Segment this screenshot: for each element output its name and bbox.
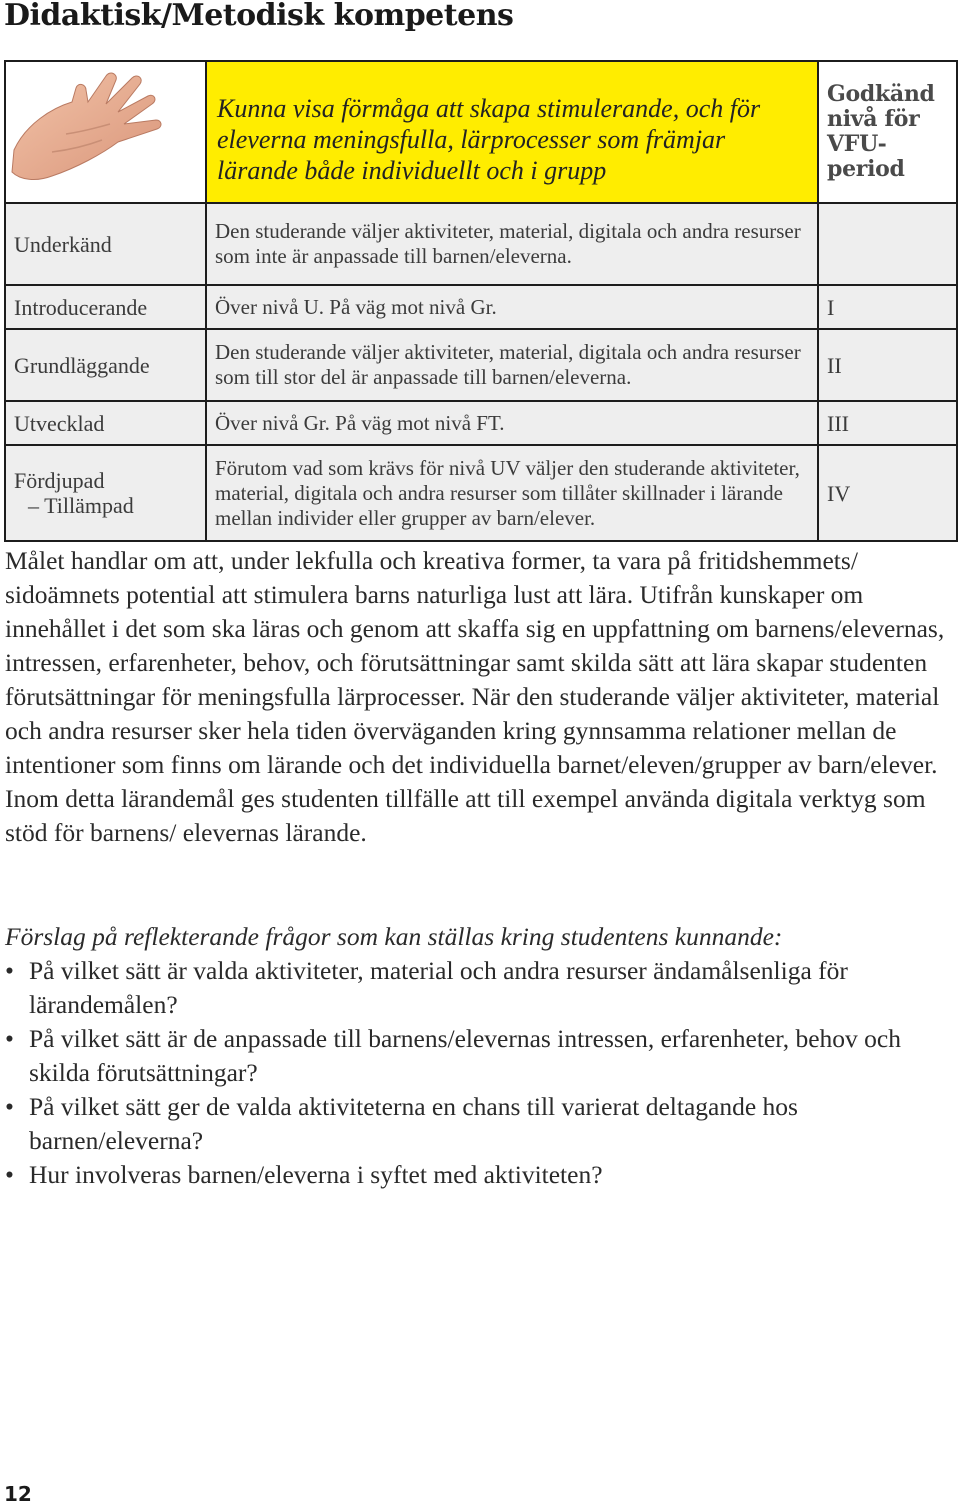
level-description: Den studerande väljer aktiviteter, material, digitala och andra resurser som till stor del är anpassade till barnen/eleverna. (206, 329, 818, 401)
list-item (5, 1022, 955, 1090)
question-text: Hur involveras barnen/eleverna i syftet med aktiviteten? (29, 1160, 603, 1189)
vfu-period: IV (818, 445, 957, 541)
question-text: På vilket sätt är de anpassade till barnens/elevernas intressen, erfarenheter, behov och skilda förutsättningar? (29, 1024, 902, 1087)
vfu-period: II (818, 329, 957, 401)
rubric-row-utvecklad (5, 401, 957, 445)
vfu-period: III (818, 401, 957, 445)
bullet-icon: • (5, 1160, 14, 1189)
list-item (5, 954, 955, 1022)
learning-goal-cell (206, 61, 818, 203)
rubric-row-fordjupad (5, 445, 957, 541)
hand-photo-icon (6, 62, 203, 196)
page-number: 12 (4, 1482, 32, 1506)
level-label: Underkänd (5, 203, 206, 285)
learning-goal-text: Kunna visa förmåga att skapa stimulerande, och för eleverna meningsfulla, lärprocesser som främjar lärande både individuellt och i grupp (217, 93, 761, 185)
level-label: Introducerande (5, 285, 206, 329)
godkand-header-line-2: nivå för (827, 106, 920, 132)
level-label-cell (5, 445, 206, 541)
list-item (5, 1158, 955, 1192)
rubric-row-underkand (5, 203, 957, 285)
assessment-rubric-table (4, 60, 958, 542)
level-description: Förutom vad som krävs för nivå UV väljer den studerande aktiviteter, material, digitala och andra resurser som tillåter skillnader i lärande mellan individer eller grupper av barn/elever. (206, 445, 818, 541)
level-label: Utvecklad (5, 401, 206, 445)
page-title: Didaktisk/Metodisk kompetens (4, 0, 514, 33)
vfu-period (818, 203, 957, 285)
godkand-header-cell (818, 61, 957, 203)
rubric-row-grundlaggande (5, 329, 957, 401)
bullet-icon: • (5, 1092, 14, 1121)
vfu-period: I (818, 285, 957, 329)
question-text: På vilket sätt är valda aktiviteter, material och andra resurser ändamålsenliga för lärandemålen? (29, 956, 848, 1019)
godkand-header-line-1: Godkänd (827, 81, 935, 107)
questions-heading: Förslag på reflekterande frågor som kan ställas kring studentens kunnande: (5, 922, 783, 951)
level-label: Fördjupad (14, 468, 105, 493)
level-description: Över nivå Gr. På väg mot nivå FT. (206, 401, 818, 445)
bullet-icon: • (5, 1024, 14, 1053)
level-description: Över nivå U. På väg mot nivå Gr. (206, 285, 818, 329)
bullet-icon: • (5, 956, 14, 985)
rubric-header-row (5, 61, 957, 203)
hand-image-cell (5, 61, 206, 203)
rubric-row-introducerande (5, 285, 957, 329)
level-label: Grundläggande (5, 329, 206, 401)
level-label-sub: – Tillämpad (28, 493, 134, 518)
godkand-header-line-3: VFU-period (827, 131, 905, 182)
question-text: På vilket sätt ger de valda aktiviteterna en chans till varierat deltagande hos barnen/eleverna? (29, 1092, 798, 1155)
level-description: Den studerande väljer aktiviteter, material, digitala och andra resurser som inte är anpassade till barnen/eleverna. (206, 203, 818, 285)
questions-list (5, 954, 955, 1192)
body-paragraph: Målet handlar om att, under lekfulla och kreativa former, ta vara på fritidshemmets/ sidoämnets potential att stimulera barns naturliga lust att lära. Utifrån kunskaper om innehållet i det som ska läras och genom att skaffa sig en uppfattning om barnens/elevernas, intressen, erfarenheter, behov, och förutsättningar samt skilda sätt att lära skapar studenten förutsättningar för meningsfulla lärprocesser. När den studerande väljer aktiviteter, material och andra resurser sker hela tiden överväganden kring gynnsamma relationer mellan de intentioner som finns om lärande och det individuella barnet/eleven/grupper av barn/elever. Inom detta lärandemål ges studenten tillfälle att till exempel använda digitala verktyg som stöd för barnens/ elevernas lärande. (5, 546, 945, 847)
list-item (5, 1090, 955, 1158)
